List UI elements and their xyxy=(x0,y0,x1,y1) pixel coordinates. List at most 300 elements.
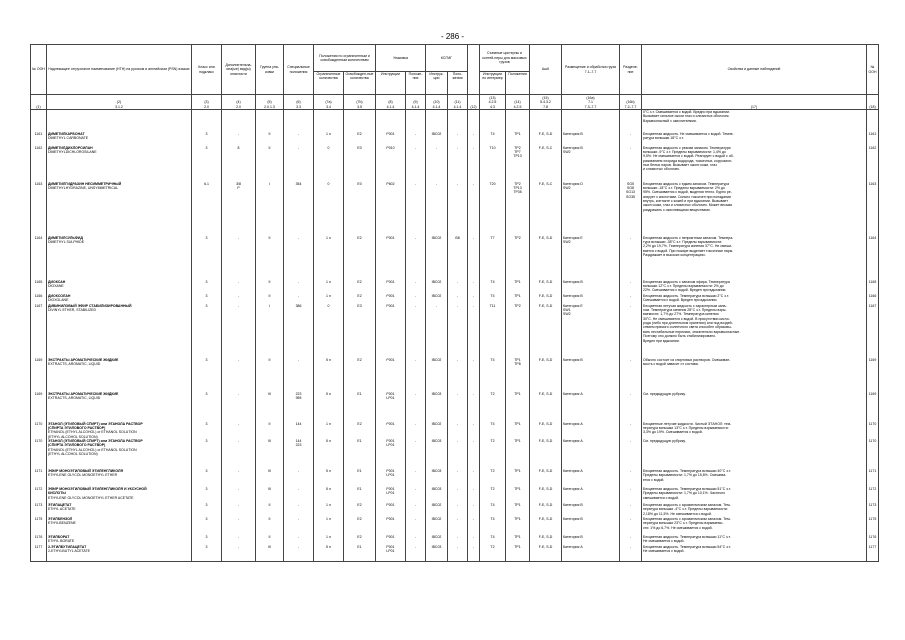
name-en: ETHYL BORATE xyxy=(48,539,75,544)
cell-tank-instruction: T20 xyxy=(480,182,506,236)
cell-un-number-right: 1164 xyxy=(867,236,879,280)
cell-shipping-name xyxy=(47,487,192,503)
cell-un-number-right: 1170 xyxy=(867,422,879,440)
cell-col12: - xyxy=(468,182,480,236)
cell-ibc-provision: - xyxy=(448,146,468,182)
cell-properties: Бесцветная жидкость с ароматическим запахом. Тем- пература вспышки 23°С з.т. Пределы взрываемо- сти: 1% до 6,7%. Не смешивается с водой. xyxy=(642,517,867,535)
cell-packing-provision: - xyxy=(406,535,426,545)
cell-special-provisions: 354 xyxy=(284,182,314,236)
cell-special-provisions: - xyxy=(284,503,314,517)
cell-properties: Бесцветная жидкость. Температура вспышки 54°С з.т. Не смешивается с водой. xyxy=(642,545,867,561)
colnum: (12) xyxy=(468,95,480,110)
cell-properties: См. предыдущую рубрику. xyxy=(642,439,867,469)
cell-packing-group: II xyxy=(256,146,284,182)
cell-ems: F-E, S-D xyxy=(530,132,562,146)
cell-tank-instruction: T10 xyxy=(480,146,506,182)
header-class: Класс или подкласс xyxy=(192,45,222,95)
cell-ems: F-E, S-D xyxy=(530,392,562,422)
cell-shipping-name xyxy=(47,358,192,392)
name-ru: ДИВИНИЛОВЫЙ ЭФИР СТАБИЛИЗИРОВАННЫЙ xyxy=(48,303,132,308)
cell-col12: - xyxy=(468,503,480,517)
table-row xyxy=(31,236,879,280)
cell-tank-instruction: T11 xyxy=(480,304,506,358)
colnum: (4) 2.0 xyxy=(222,95,256,110)
cell-un-number: 1172 xyxy=(31,487,47,503)
cell-class: 3 xyxy=(192,294,222,304)
cell-segregation xyxy=(620,110,642,132)
cell-ibc-instruction: IBC03 xyxy=(426,545,448,561)
cell-ibc-provision: - xyxy=(448,304,468,358)
name-ru: ДИОКСОЛАН xyxy=(48,293,71,298)
cell-excepted-qty: E2 xyxy=(344,535,376,545)
cell-limited-qty: 5 л xyxy=(314,439,344,469)
cell-subsidiary-risk: - xyxy=(222,503,256,517)
cell-ibc-instruction: IBC02 xyxy=(426,294,448,304)
cell-stowage: Категория B SW2 xyxy=(562,146,620,182)
cell-packing-group: II xyxy=(256,294,284,304)
cell-un-number: 1161 xyxy=(31,132,47,146)
cell-packing-instruction: P001 xyxy=(376,422,406,440)
cell-special-provisions: 386 xyxy=(284,304,314,358)
cell-class: 3 xyxy=(192,392,222,422)
cell-un-number: 1167 xyxy=(31,304,47,358)
cell-ibc-instruction: - xyxy=(426,304,448,358)
header-shipping-name: Надлежащее отгрузочное наименование (НТН) на русском и английском (PSN) языках xyxy=(47,45,192,95)
cell-un-number-right: 1161 xyxy=(867,132,879,146)
header-ibc: КСГМГ xyxy=(426,45,468,72)
table-row xyxy=(31,110,879,132)
cell-special-provisions: 144 xyxy=(284,422,314,440)
cell-un-number-right: 1170 xyxy=(867,439,879,469)
cell-excepted-qty: E2 xyxy=(344,422,376,440)
cell-packing-instruction: P001 xyxy=(376,535,406,545)
cell-class: 3 xyxy=(192,439,222,469)
cell-special-provisions: 144 223 xyxy=(284,439,314,469)
cell-ibc-provision: - xyxy=(448,422,468,440)
cell-limited-qty: 1 л xyxy=(314,132,344,146)
header-excepted-qty: Освобожден-ные количества xyxy=(344,72,376,95)
cell-packing-provision: - xyxy=(406,132,426,146)
cell-packing-instruction: P001 LP01 xyxy=(376,469,406,487)
cell-ibc-instruction: IBC03 xyxy=(426,392,448,422)
cell-ibc-provision: - xyxy=(448,132,468,146)
cell-un-number-right: 1169 xyxy=(867,358,879,392)
cell-stowage: Категория B xyxy=(562,280,620,294)
cell-packing-group: II xyxy=(256,280,284,294)
table-row xyxy=(31,487,879,503)
cell-excepted-qty xyxy=(344,110,376,132)
cell-segregation: - xyxy=(620,545,642,561)
cell-shipping-name xyxy=(47,439,192,469)
cell-tank-instruction xyxy=(480,110,506,132)
cell-tank-instruction: T4 xyxy=(480,503,506,517)
cell-col12: - xyxy=(468,392,480,422)
header-un-no: № ООН xyxy=(31,45,47,95)
colnum: (7a) 3.4 xyxy=(314,95,344,110)
cell-un-number-right: 1171 xyxy=(867,469,879,487)
cell-special-provisions: - xyxy=(284,132,314,146)
colnum: (18) xyxy=(867,95,879,110)
header-un-no-right: № ООН xyxy=(867,45,879,95)
cell-special-provisions: - xyxy=(284,146,314,182)
cell-subsidiary-risk xyxy=(222,110,256,132)
name-en: ETHYLBENZENE xyxy=(48,521,76,526)
cell-packing-instruction: P001 LP01 xyxy=(376,545,406,561)
header-packing-provisions: Положе-ния xyxy=(406,72,426,95)
cell-ibc-instruction xyxy=(426,110,448,132)
cell-excepted-qty: E0 xyxy=(344,182,376,236)
cell-tank-instruction: T4 xyxy=(480,422,506,440)
name-ru: 2-ЭТИЛБУТИЛАЦЕТАТ xyxy=(48,545,87,549)
cell-packing-group: II xyxy=(256,132,284,146)
cell-packing-group: I xyxy=(256,304,284,358)
cell-limited-qty: 1 л xyxy=(314,280,344,294)
name-ru: ЭКСТРАКТЫ АРОМАТИЧЕСКИЕ ЖИДКИЕ xyxy=(48,391,119,396)
cell-excepted-qty: E1 xyxy=(344,545,376,561)
cell-ems: F-E, S-D xyxy=(530,358,562,392)
cell-special-provisions: - xyxy=(284,280,314,294)
cell-segregation: - xyxy=(620,358,642,392)
cell-tank-instruction: T4 xyxy=(480,535,506,545)
cell-limited-qty: 1 л xyxy=(314,294,344,304)
cell-subsidiary-risk: - xyxy=(222,545,256,561)
colnum: (16a) 7.1 7.3–7.7 xyxy=(562,95,620,110)
cell-subsidiary-risk: 8 xyxy=(222,146,256,182)
cell-ems: F-E, S-D xyxy=(530,280,562,294)
cell-properties: Обычно состоит из спиртовых растворов. Смешивае- мость с водой зависит от состава. xyxy=(642,358,867,392)
cell-packing-provision: - xyxy=(406,439,426,469)
colnum: (5) 2.0.1.3 xyxy=(256,95,284,110)
cell-col12: - xyxy=(468,439,480,469)
colnum: (7b) 3.5 xyxy=(344,95,376,110)
cell-special-provisions: - xyxy=(284,535,314,545)
cell-packing-provision xyxy=(406,110,426,132)
cell-excepted-qty: E2 xyxy=(344,503,376,517)
cell-un-number: 1177 xyxy=(31,545,47,561)
cell-limited-qty: 1 л xyxy=(314,236,344,280)
cell-tank-instruction: T2 xyxy=(480,487,506,503)
cell-packing-group: II xyxy=(256,503,284,517)
cell-class: 6.1 xyxy=(192,182,222,236)
cell-excepted-qty: E0 xyxy=(344,146,376,182)
colnum: (6) 3.3 xyxy=(284,95,314,110)
cell-ibc-provision: B8 xyxy=(448,236,468,280)
cell-packing-instruction: P001 xyxy=(376,503,406,517)
name-ru: ЭТАНОЛ (ЭТИЛОВЫЙ СПИРТ) или ЭТАНОЛА РАСТВОР (СПИРТА ЭТИЛОВОГО РАСТВОР) xyxy=(48,421,143,430)
cell-un-number: 1166 xyxy=(31,294,47,304)
cell-subsidiary-risk: - xyxy=(222,517,256,535)
dangerous-goods-list-table xyxy=(30,44,879,562)
table-row xyxy=(31,358,879,392)
cell-tank-provision: TP1 TP8 xyxy=(506,358,530,392)
name-en: 2-ETHYLBUTYL ACETATE xyxy=(48,549,90,554)
cell-packing-provision: - xyxy=(406,422,426,440)
cell-un-number-right: 1167 xyxy=(867,304,879,358)
cell-segregation: - xyxy=(620,422,642,440)
colnum: (2) 3.1.2 xyxy=(47,95,192,110)
table-row xyxy=(31,535,879,545)
cell-segregation: - xyxy=(620,517,642,535)
header-subsidiary-risk: Дополнительна-ина(ые) вид(ы) опасности xyxy=(222,45,256,95)
cell-packing-group: III xyxy=(256,545,284,561)
cell-limited-qty xyxy=(314,110,344,132)
cell-col12: - xyxy=(468,146,480,182)
table-row xyxy=(31,392,879,422)
cell-subsidiary-risk: - xyxy=(222,422,256,440)
table-row xyxy=(31,545,879,561)
cell-excepted-qty: E1 xyxy=(344,392,376,422)
cell-properties: Бесцветные летучие жидкости. Чистый ЭТАНОЛ: тем- пература вспышки 13°С з.т. Пределы взрываемости: 3,3% до 19%. Смешивается с водой. xyxy=(642,422,867,440)
cell-segregation: - xyxy=(620,294,642,304)
cell-tank-instruction: T4 xyxy=(480,132,506,146)
cell-ems: F-E, S-D xyxy=(530,487,562,503)
cell-limited-qty: 1 л xyxy=(314,422,344,440)
cell-packing-provision: - xyxy=(406,545,426,561)
cell-un-number: 1169 xyxy=(31,392,47,422)
header-packing-instructions: Инструкции xyxy=(376,72,406,95)
name-en: DIVINYL ETHER, STABILIZED xyxy=(48,307,97,312)
cell-limited-qty: 0 xyxy=(314,146,344,182)
cell-excepted-qty: E2 xyxy=(344,280,376,294)
cell-packing-instruction: P001 xyxy=(376,280,406,294)
cell-special-provisions: - xyxy=(284,469,314,487)
table-row xyxy=(31,503,879,517)
colnum: (15) 5.4.3.2 7.8 xyxy=(530,95,562,110)
cell-ems: F-E, S-D xyxy=(530,517,562,535)
cell-excepted-qty: E2 xyxy=(344,236,376,280)
cell-ibc-instruction: IBC03 xyxy=(426,439,448,469)
cell-un-number-right xyxy=(867,110,879,132)
cell-packing-provision: - xyxy=(406,280,426,294)
table-row xyxy=(31,182,879,236)
colnum: (14) 4.2.5 xyxy=(506,95,530,110)
cell-segregation: SG5 SG8 SG13 SG35 xyxy=(620,182,642,236)
cell-stowage: Категория A xyxy=(562,487,620,503)
table-row xyxy=(31,132,879,146)
cell-ems: F-E, S-D xyxy=(530,294,562,304)
cell-shipping-name xyxy=(47,304,192,358)
cell-class: 3 xyxy=(192,146,222,182)
cell-packing-group: II xyxy=(256,358,284,392)
cell-un-number: 1169 xyxy=(31,358,47,392)
name-ru: ЭКСТРАКТЫ АРОМАТИЧЕСКИЕ ЖИДКИЕ xyxy=(48,357,119,362)
cell-ems: F-E, S-D xyxy=(530,469,562,487)
cell-ibc-provision: - xyxy=(448,392,468,422)
cell-packing-instruction: P001 LP01 xyxy=(376,487,406,503)
cell-ems: F-E, S-D xyxy=(530,503,562,517)
cell-ibc-provision: - xyxy=(448,439,468,469)
table-body xyxy=(31,110,879,562)
cell-excepted-qty: E2 xyxy=(344,294,376,304)
cell-segregation: - xyxy=(620,236,642,280)
cell-shipping-name xyxy=(47,503,192,517)
colnum: (17) xyxy=(642,95,867,110)
cell-un-number: 1163 xyxy=(31,182,47,236)
header-col12 xyxy=(468,45,480,95)
cell-shipping-name xyxy=(47,182,192,236)
cell-class: 3 xyxy=(192,358,222,392)
cell-class: 3 xyxy=(192,304,222,358)
cell-stowage: Категория B xyxy=(562,535,620,545)
cell-shipping-name xyxy=(47,392,192,422)
cell-packing-group: III xyxy=(256,439,284,469)
cell-subsidiary-risk: - xyxy=(222,132,256,146)
cell-ibc-instruction: IBC02 xyxy=(426,280,448,294)
name-ru: ЭФИР МОНОЭТИЛОВЫЙ ЭТИЛЕНГЛИКОЛЯ И УКСУСНОЙ КИСЛОТЫ xyxy=(48,487,147,496)
cell-ibc-instruction: IBC03 xyxy=(426,469,448,487)
table-row xyxy=(31,146,879,182)
name-en: ETHYLENE GLYCOL MONOETHYL ETHER xyxy=(48,473,118,478)
cell-tank-instruction: T2 xyxy=(480,439,506,469)
cell-ibc-provision: - xyxy=(448,487,468,503)
cell-limited-qty: 5 л xyxy=(314,545,344,561)
cell-limited-qty: 5 л xyxy=(314,469,344,487)
cell-limited-qty: 5 л xyxy=(314,392,344,422)
cell-tank-provision: TP1 xyxy=(506,503,530,517)
name-ru: ЭФИР МОНОЭТИЛОВЫЙ ЭТИЛЕНГЛИКОЛЯ xyxy=(48,469,123,473)
cell-segregation: - xyxy=(620,146,642,182)
cell-subsidiary-risk: - xyxy=(222,280,256,294)
cell-un-number-right: 1169 xyxy=(867,392,879,422)
cell-stowage: Категория A xyxy=(562,392,620,422)
cell-ibc-provision: - xyxy=(448,294,468,304)
cell-stowage: Категория E SW2 xyxy=(562,236,620,280)
cell-shipping-name xyxy=(47,132,192,146)
cell-un-number-right: 1172 xyxy=(867,487,879,503)
cell-tank-provision: TP1 xyxy=(506,487,530,503)
cell-tank-provision: TP1 xyxy=(506,517,530,535)
cell-class: 3 xyxy=(192,545,222,561)
cell-col12: - xyxy=(468,304,480,358)
cell-ibc-instruction: IBC02 xyxy=(426,422,448,440)
cell-limited-qty: 1 л xyxy=(314,517,344,535)
header-stowage: Размещение и обработка груза 7.1–7.7 xyxy=(562,45,620,95)
cell-col12: - xyxy=(468,280,480,294)
cell-ibc-provision: - xyxy=(448,469,468,487)
cell-packing-provision: - xyxy=(406,392,426,422)
cell-properties: Бесцветная жидкость. Температура вспышки 11°С з.т. Не смешивается с водой. xyxy=(642,535,867,545)
cell-stowage: Категория A xyxy=(562,439,620,469)
header-limited-qty: Ограниченные количества xyxy=(314,72,344,95)
cell-ibc-instruction: IBC03 xyxy=(426,487,448,503)
cell-subsidiary-risk: - xyxy=(222,236,256,280)
cell-segregation: - xyxy=(620,503,642,517)
cell-ibc-provision xyxy=(448,110,468,132)
cell-limited-qty: 5 л xyxy=(314,358,344,392)
cell-packing-instruction: P001 xyxy=(376,517,406,535)
cell-col12: - xyxy=(468,294,480,304)
cell-stowage: Категория B xyxy=(562,132,620,146)
cell-properties: Бесцветная жидкость с неприятным запахом. Темпера- тура вспышки -38°С з.т. Пределы взрываемости: 2,2% до 19,7%. Температура кипения 37°С. Не смеши- вается с водой. При пожаре выделяет токсичные пары. Раздражает в высоких концентрациях. xyxy=(642,236,867,280)
cell-ems: F-E, S-D xyxy=(530,535,562,545)
cell-un-number: 1173 xyxy=(31,503,47,517)
cell-segregation: - xyxy=(620,132,642,146)
name-en: DIMETHYL CARBONATE xyxy=(48,135,89,140)
cell-properties: См. предыдущую рубрику. xyxy=(642,392,867,422)
cell-packing-group: II xyxy=(256,422,284,440)
cell-properties: Бесцветная жидкость. Не смешивается с водой. Темпе- ратура вспышки 18°С з.т. xyxy=(642,132,867,146)
cell-special-provisions: - xyxy=(284,545,314,561)
cell-tank-provision: TP1 xyxy=(506,294,530,304)
cell-stowage: Категория B xyxy=(562,517,620,535)
cell-shipping-name xyxy=(47,236,192,280)
cell-shipping-name xyxy=(47,110,192,132)
cell-packing-provision: - xyxy=(406,503,426,517)
cell-tank-provision: TP1 xyxy=(506,132,530,146)
cell-excepted-qty: E2 xyxy=(344,517,376,535)
cell-ems: F-E, S-D xyxy=(530,236,562,280)
cell-class: 3 xyxy=(192,132,222,146)
colnum: (3) 2.0 xyxy=(192,95,222,110)
cell-properties: Бесцветная жидкость с запахом эфира. Температура вспышки 12°С з.т. Пределы взрываемости: 2% до 22%. Смешивается с водой. Вреден при вдыхании. xyxy=(642,280,867,294)
cell-un-number-right: 1162 xyxy=(867,146,879,182)
cell-segregation: - xyxy=(620,304,642,358)
cell-packing-instruction: P001 xyxy=(376,294,406,304)
cell-packing-group: II xyxy=(256,236,284,280)
cell-tank-provision: TP2 TP7 TP13 xyxy=(506,146,530,182)
header-properties: Свойства и данные наблюдений xyxy=(642,45,867,95)
cell-subsidiary-risk: - xyxy=(222,392,256,422)
cell-shipping-name xyxy=(47,517,192,535)
cell-limited-qty: 0 xyxy=(314,304,344,358)
cell-tank-instruction: T4 xyxy=(480,358,506,392)
cell-col12: - xyxy=(468,487,480,503)
cell-shipping-name xyxy=(47,469,192,487)
cell-col12: - xyxy=(468,236,480,280)
colnum: (10) 4.1.4 xyxy=(426,95,448,110)
cell-segregation: - xyxy=(620,439,642,469)
cell-subsidiary-risk: - xyxy=(222,304,256,358)
name-ru: ЭТИЛБОРАТ xyxy=(48,535,70,539)
cell-segregation: - xyxy=(620,392,642,422)
cell-un-number: 1171 xyxy=(31,469,47,487)
cell-un-number-right: 1165 xyxy=(867,280,879,294)
cell-excepted-qty: E1 xyxy=(344,469,376,487)
cell-tank-provision: TP1 xyxy=(506,392,530,422)
name-en: DIOXANE xyxy=(48,283,64,288)
cell-subsidiary-risk: - xyxy=(222,487,256,503)
cell-stowage: Категория A xyxy=(562,545,620,561)
cell-un-number: 1175 xyxy=(31,517,47,535)
cell-ibc-instruction: - xyxy=(426,146,448,182)
cell-limited-qty: 1 л xyxy=(314,503,344,517)
cell-properties: Бесцветная жидкость с ароматическим запахом. Тем- пература вспышки -4°С з.т. Пределы взрываемости: 2,18% до 11,5%. Не смешивается с водой. xyxy=(642,503,867,517)
cell-ems: F-E, S-D xyxy=(530,545,562,561)
cell-un-number: 1176 xyxy=(31,535,47,545)
cell-properties: Бесцветная жидкость. Температура вспышки 51°С з.т. Пределы взрываемости: 1,7% до 10,1%. Частично смешивается с водой. xyxy=(642,487,867,503)
colnum: (8) 4.1.4 xyxy=(376,95,406,110)
cell-tank-provision: TP2 xyxy=(506,304,530,358)
cell-excepted-qty: E1 xyxy=(344,439,376,469)
cell-shipping-name xyxy=(47,545,192,561)
name-ru: ДИМЕТИЛКАРБОНАТ xyxy=(48,131,85,136)
header-tank-provisions: Положения xyxy=(506,72,530,95)
cell-class xyxy=(192,110,222,132)
cell-packing-group xyxy=(256,110,284,132)
cell-tank-instruction: T4 xyxy=(480,280,506,294)
cell-ibc-provision: - xyxy=(448,545,468,561)
name-ru: ДИМЕТИЛГИДРАЗИН НЕСИММЕТРИЧНЫЙ xyxy=(48,181,122,186)
table-row xyxy=(31,280,879,294)
cell-ems: F-E, S-D xyxy=(530,439,562,469)
cell-packing-provision: - xyxy=(406,304,426,358)
cell-packing-provision: - xyxy=(406,294,426,304)
cell-segregation: - xyxy=(620,535,642,545)
cell-un-number xyxy=(31,110,47,132)
name-ru: ДИОКСАН xyxy=(48,279,66,284)
cell-special-provisions: 223 955 xyxy=(284,392,314,422)
cell-un-number-right: 1173 xyxy=(867,503,879,517)
